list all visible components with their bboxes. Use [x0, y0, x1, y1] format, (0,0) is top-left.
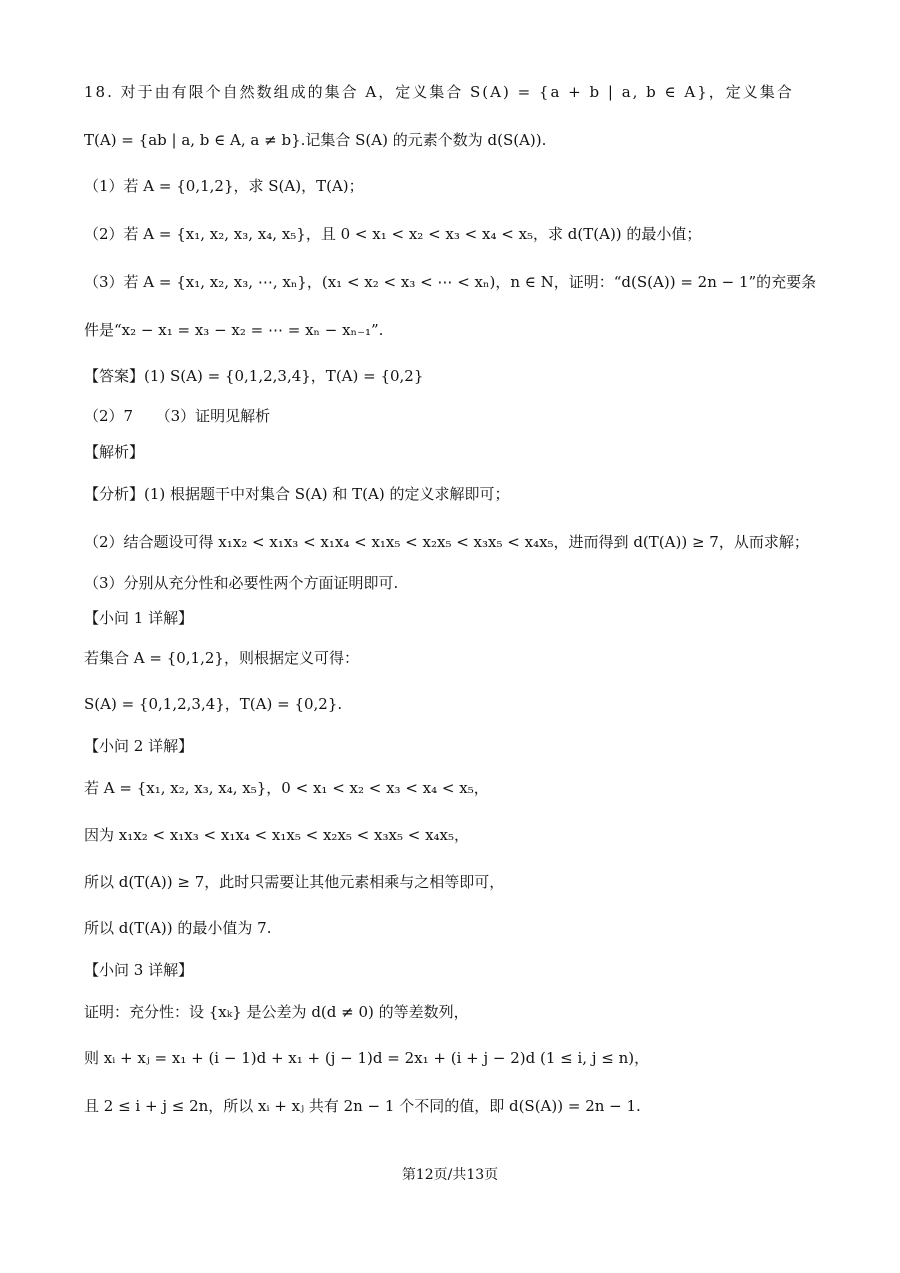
sub2-line-2: 因为 x₁x₂ < x₁x₃ < x₁x₄ < x₁x₅ < x₂x₅ < x₃x₅ < x₄x₅， [84, 826, 470, 844]
question-part-3-line-2: 件是“x₂ − x₁ = x₃ − x₂ = ⋯ = xₙ − xₙ₋₁”. [84, 321, 384, 339]
question-line-2: T(A) = {ab | a, b ∈ A, a ≠ b}.记集合 S(A) 的元素个数为 d(S(A)). [84, 131, 547, 149]
sub3-line-3: 且 2 ≤ i + j ≤ 2n，所以 xᵢ + xⱼ 共有 2n − 1 个不同的值，即 d(S(A)) = 2n − 1. [84, 1097, 641, 1115]
sub2-heading: 【小问 2 详解】 [84, 737, 194, 755]
sub3-heading: 【小问 3 详解】 [84, 961, 194, 979]
sub3-line-1: 证明：充分性：设 {xₖ} 是公差为 d(d ≠ 0) 的等差数列， [84, 1003, 469, 1021]
sub2-line-4: 所以 d(T(A)) 的最小值为 7. [84, 919, 272, 937]
analysis-line-2: （2）结合题设可得 x₁x₂ < x₁x₃ < x₁x₄ < x₁x₅ < x₂x₅ < x₃x₅ < x₄x₅，进而得到 d(T(A)) ≥ 7，从而求解； [84, 533, 809, 551]
question-part-1: （1）若 A = {0,1,2}，求 S(A)，T(A)； [84, 177, 364, 195]
sub1-line-1: 若集合 A = {0,1,2}，则根据定义可得： [84, 649, 359, 667]
sub2-line-1: 若 A = {x₁, x₂, x₃, x₄, x₅}，0 < x₁ < x₂ < x₃ < x₄ < x₅， [84, 779, 489, 797]
answer-line-2: （2）7 （3）证明见解析 [84, 407, 271, 425]
question-part-3-line-1: （3）若 A = {x₁, x₂, x₃, ⋯, xₙ}，(x₁ < x₂ < x₃ < ⋯ < xₙ)，n ∈ N，证明：“d(S(A)) = 2n − 1”的充要条 [84, 273, 817, 291]
analysis-line-1: 【分析】(1) 根据题干中对集合 S(A) 和 T(A) 的定义求解即可； [84, 485, 510, 503]
sub1-heading: 【小问 1 详解】 [84, 609, 194, 627]
sub3-line-2: 则 xᵢ + xⱼ = x₁ + (i − 1)d + x₁ + (j − 1)d = 2x₁ + (i + j − 2)d (1 ≤ i, j ≤ n)， [84, 1049, 650, 1067]
analysis-label: 【解析】 [84, 443, 145, 461]
question-part-2: （2）若 A = {x₁, x₂, x₃, x₄, x₅}，且 0 < x₁ < x₂ < x₃ < x₄ < x₅，求 d(T(A)) 的最小值； [84, 225, 702, 243]
analysis-line-3: （3）分别从充分性和必要性两个方面证明即可. [84, 574, 399, 592]
answer-line-1: 【答案】(1) S(A) = {0,1,2,3,4}，T(A) = {0,2} [84, 367, 424, 385]
question-line-1: 18. 对于由有限个自然数组成的集合 A，定义集合 S(A) = {a + b | a, b ∈ A}，定义集合 [84, 83, 794, 101]
sub1-line-2: S(A) = {0,1,2,3,4}，T(A) = {0,2}. [84, 695, 343, 713]
sub2-line-3: 所以 d(T(A)) ≥ 7，此时只需要让其他元素相乘与之相等即可， [84, 873, 505, 891]
page-footer: 第12页/共13页 [401, 1167, 499, 1183]
